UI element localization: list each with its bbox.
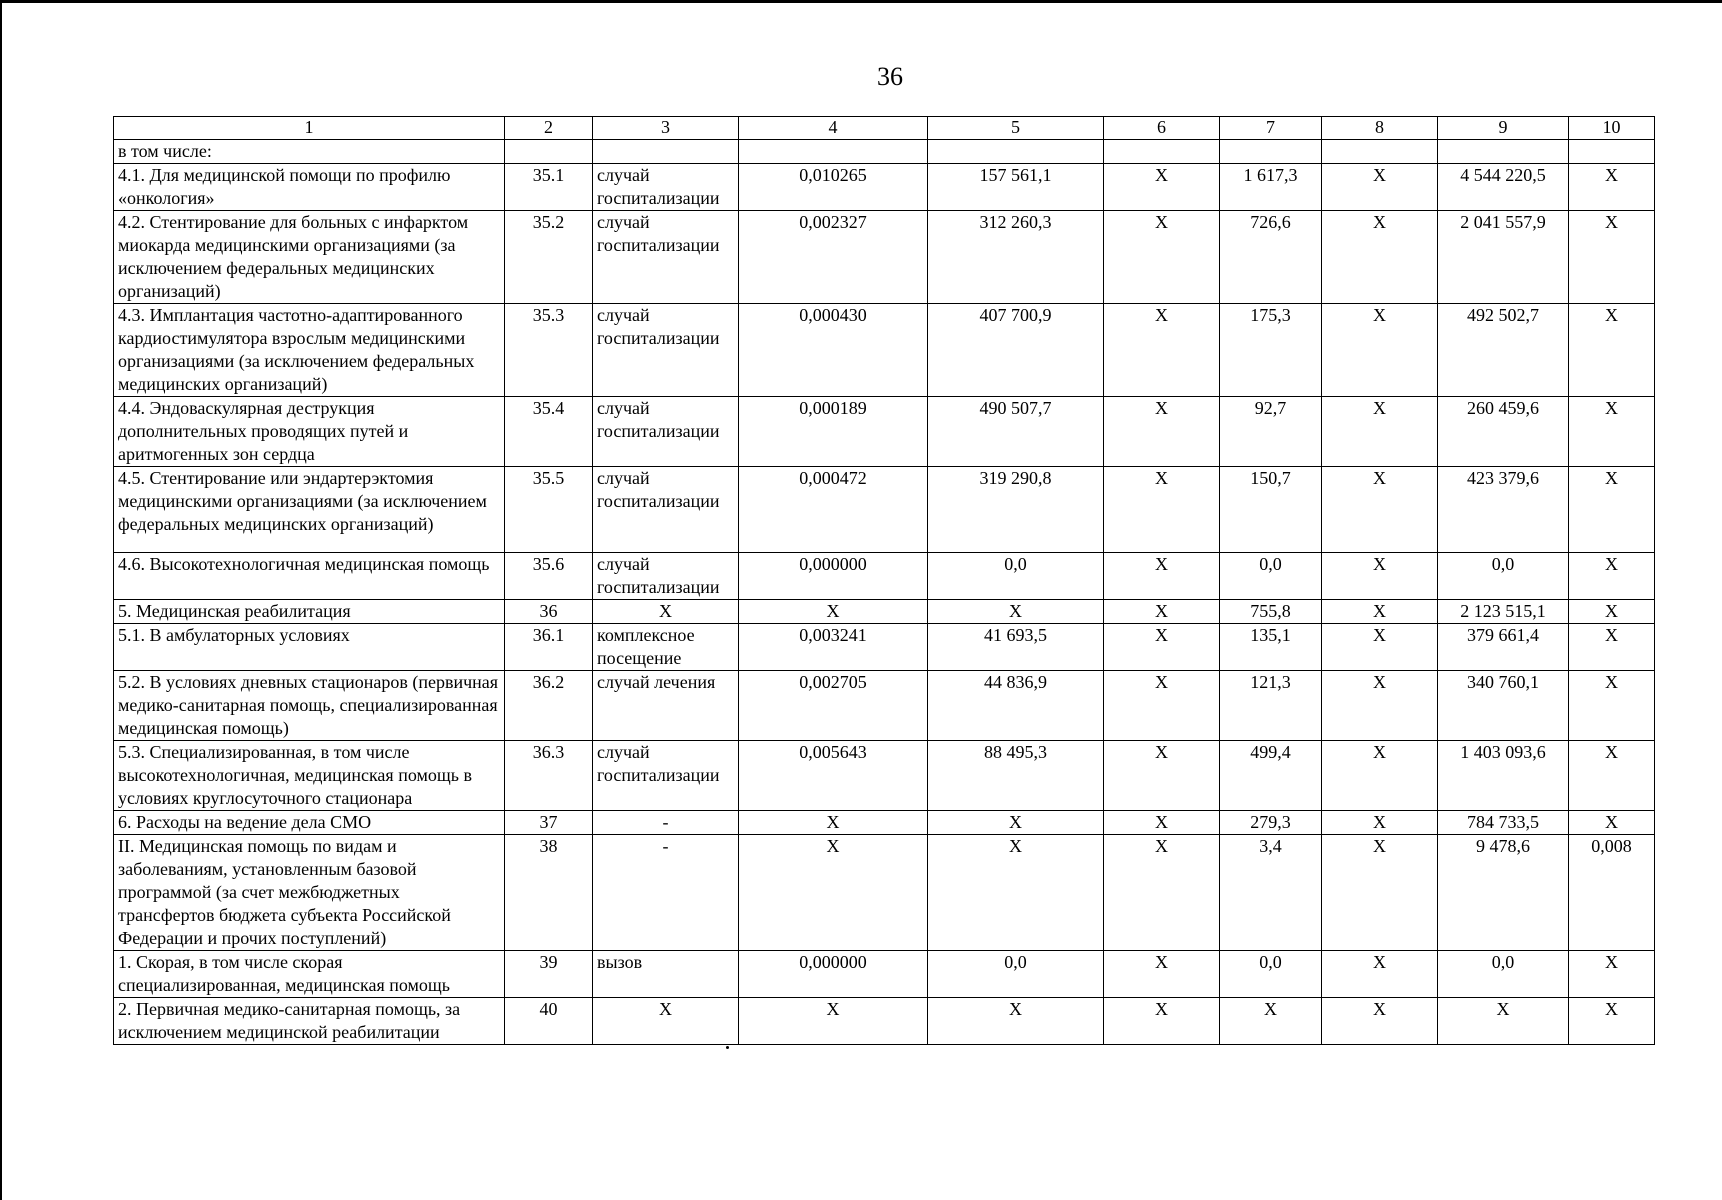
col8-cell: X (1322, 164, 1438, 211)
col6-cell: X (1104, 553, 1220, 600)
col8-cell: X (1322, 467, 1438, 553)
cost-cell: 44 836,9 (928, 671, 1104, 741)
col10-cell: X (1569, 164, 1655, 211)
col8-cell: X (1322, 304, 1438, 397)
col10-cell: X (1569, 397, 1655, 467)
col10-cell: X (1569, 467, 1655, 553)
header-cell: 10 (1569, 117, 1655, 140)
row-label-cell: в том числе: (114, 140, 505, 164)
cost-cell: 490 507,7 (928, 397, 1104, 467)
cost-cell: X (928, 600, 1104, 624)
norm-cell (739, 140, 928, 164)
col6-cell: X (1104, 211, 1220, 304)
header-row (114, 117, 1655, 140)
unit-cell: X (593, 600, 739, 624)
norm-cell: 0,010265 (739, 164, 928, 211)
col6-cell: X (1104, 741, 1220, 811)
col10-cell (1569, 140, 1655, 164)
header-cell: 7 (1220, 117, 1322, 140)
header-cell: 4 (739, 117, 928, 140)
norm-cell: 0,003241 (739, 624, 928, 671)
row-code-cell: 38 (505, 835, 593, 951)
row-code-cell: 37 (505, 811, 593, 835)
table-row (114, 835, 1655, 951)
col8-cell: X (1322, 811, 1438, 835)
col7-cell: 121,3 (1220, 671, 1322, 741)
norm-cell: 0,000430 (739, 304, 928, 397)
col10-cell: X (1569, 211, 1655, 304)
col10-cell: X (1569, 600, 1655, 624)
scan-dot (726, 1046, 729, 1049)
cost-cell: 407 700,9 (928, 304, 1104, 397)
col6-cell: X (1104, 811, 1220, 835)
cost-cell: 157 561,1 (928, 164, 1104, 211)
row-code-cell (505, 140, 593, 164)
col10-cell: X (1569, 304, 1655, 397)
row-label-cell: 5.1. В амбулаторных условиях (114, 624, 505, 671)
unit-cell: случай госпитализации (593, 741, 739, 811)
row-label-cell: 5. Медицинская реабилитация (114, 600, 505, 624)
cost-cell: 319 290,8 (928, 467, 1104, 553)
cost-cell: 0,0 (928, 951, 1104, 998)
header-cell: 8 (1322, 117, 1438, 140)
col8-cell: X (1322, 998, 1438, 1045)
norm-cell: 0,005643 (739, 741, 928, 811)
table-row (114, 164, 1655, 211)
row-label-cell: II. Медицинская помощь по видам и заболеваниям, установленным базовой программой (за счет межбюджетных трансфертов бюджета субъекта Российской Федерации и прочих поступлений) (114, 835, 505, 951)
row-code-cell: 36.1 (505, 624, 593, 671)
cost-cell: 0,0 (928, 553, 1104, 600)
table-row (114, 600, 1655, 624)
col8-cell: X (1322, 600, 1438, 624)
data-table (113, 116, 1655, 1045)
unit-cell (593, 140, 739, 164)
col10-cell: X (1569, 951, 1655, 998)
col9-cell: 379 661,4 (1438, 624, 1569, 671)
col7-cell: 135,1 (1220, 624, 1322, 671)
col8-cell: X (1322, 835, 1438, 951)
header-cell: 6 (1104, 117, 1220, 140)
row-label-cell: 5.2. В условиях дневных стационаров (первичная медико-санитарная помощь, специализированная медицинская помощь) (114, 671, 505, 741)
table-row (114, 998, 1655, 1045)
col6-cell: X (1104, 951, 1220, 998)
header-cell: 5 (928, 117, 1104, 140)
col9-cell: 0,0 (1438, 951, 1569, 998)
col6-cell: X (1104, 998, 1220, 1045)
row-label-cell: 4.3. Имплантация частотно-адаптированного кардиостимулятора взрослым медицинскими организациями (за исключением федеральных медицинских организаций) (114, 304, 505, 397)
col6-cell: X (1104, 164, 1220, 211)
table-row (114, 671, 1655, 741)
table-body (114, 117, 1655, 1045)
cost-cell: X (928, 998, 1104, 1045)
norm-cell: 0,002327 (739, 211, 928, 304)
cost-cell: X (928, 835, 1104, 951)
col10-cell: X (1569, 811, 1655, 835)
col7-cell: X (1220, 998, 1322, 1045)
unit-cell: случай госпитализации (593, 397, 739, 467)
col7-cell: 0,0 (1220, 951, 1322, 998)
col9-cell: 2 123 515,1 (1438, 600, 1569, 624)
col8-cell: X (1322, 741, 1438, 811)
row-label-cell: 4.2. Стентирование для больных с инфарктом миокарда медицинскими организациями (за исключением федеральных медицинских организаций) (114, 211, 505, 304)
col8-cell: X (1322, 951, 1438, 998)
row-label-cell: 6. Расходы на ведение дела СМО (114, 811, 505, 835)
col7-cell: 175,3 (1220, 304, 1322, 397)
row-code-cell: 35.3 (505, 304, 593, 397)
col10-cell: X (1569, 624, 1655, 671)
table-row (114, 624, 1655, 671)
row-code-cell: 35.5 (505, 467, 593, 553)
col7-cell: 726,6 (1220, 211, 1322, 304)
row-label-cell: 4.4. Эндоваскулярная деструкция дополнительных проводящих путей и аритмогенных зон сердца (114, 397, 505, 467)
row-code-cell: 40 (505, 998, 593, 1045)
col7-cell (1220, 140, 1322, 164)
unit-cell: - (593, 811, 739, 835)
col6-cell: X (1104, 835, 1220, 951)
table-row (114, 467, 1655, 553)
col6-cell: X (1104, 467, 1220, 553)
cost-cell: 88 495,3 (928, 741, 1104, 811)
row-code-cell: 36.2 (505, 671, 593, 741)
col8-cell: X (1322, 553, 1438, 600)
col7-cell: 279,3 (1220, 811, 1322, 835)
col7-cell: 499,4 (1220, 741, 1322, 811)
scan-edge-top (0, 0, 1722, 3)
cost-cell: X (928, 811, 1104, 835)
col6-cell: X (1104, 671, 1220, 741)
col9-cell: 9 478,6 (1438, 835, 1569, 951)
col9-cell: 260 459,6 (1438, 397, 1569, 467)
col7-cell: 1 617,3 (1220, 164, 1322, 211)
col9-cell: X (1438, 998, 1569, 1045)
norm-cell: 0,000000 (739, 553, 928, 600)
unit-cell: случай госпитализации (593, 553, 739, 600)
unit-cell: X (593, 998, 739, 1045)
header-cell: 1 (114, 117, 505, 140)
page-number: 36 (877, 62, 903, 91)
norm-cell: 0,000000 (739, 951, 928, 998)
cost-cell: 41 693,5 (928, 624, 1104, 671)
row-label-cell: 4.1. Для медицинской помощи по профилю «онкология» (114, 164, 505, 211)
table-row (114, 811, 1655, 835)
header-cell: 9 (1438, 117, 1569, 140)
row-label-cell: 4.5. Стентирование или эндартерэктомия медицинскими организациями (за исключением федеральных медицинских организаций) (114, 467, 505, 553)
norm-cell: 0,000472 (739, 467, 928, 553)
col9-cell: 1 403 093,6 (1438, 741, 1569, 811)
row-code-cell: 35.2 (505, 211, 593, 304)
row-label-cell: 1. Скорая, в том числе скорая специализированная, медицинская помощь (114, 951, 505, 998)
col10-cell: 0,008 (1569, 835, 1655, 951)
table-row (114, 304, 1655, 397)
table-row (114, 211, 1655, 304)
row-code-cell: 35.1 (505, 164, 593, 211)
col7-cell: 755,8 (1220, 600, 1322, 624)
unit-cell: случай госпитализации (593, 304, 739, 397)
row-code-cell: 36 (505, 600, 593, 624)
col7-cell: 150,7 (1220, 467, 1322, 553)
table-row (114, 951, 1655, 998)
norm-cell: X (739, 835, 928, 951)
col6-cell: X (1104, 397, 1220, 467)
scan-edge-left (0, 0, 2, 1200)
cost-cell (928, 140, 1104, 164)
row-code-cell: 39 (505, 951, 593, 998)
col9-cell: 4 544 220,5 (1438, 164, 1569, 211)
col8-cell: X (1322, 624, 1438, 671)
unit-cell: вызов (593, 951, 739, 998)
col9-cell (1438, 140, 1569, 164)
row-code-cell: 36.3 (505, 741, 593, 811)
col8-cell (1322, 140, 1438, 164)
row-code-cell: 35.4 (505, 397, 593, 467)
row-label-cell: 5.3. Специализированная, в том числе высокотехнологичная, медицинская помощь в условиях круглосуточного стационара (114, 741, 505, 811)
unit-cell: случай госпитализации (593, 467, 739, 553)
norm-cell: X (739, 811, 928, 835)
unit-cell: случай госпитализации (593, 211, 739, 304)
col6-cell: X (1104, 304, 1220, 397)
table-row (114, 140, 1655, 164)
unit-cell: случай лечения (593, 671, 739, 741)
col8-cell: X (1322, 671, 1438, 741)
col9-cell: 2 041 557,9 (1438, 211, 1569, 304)
unit-cell: - (593, 835, 739, 951)
norm-cell: 0,002705 (739, 671, 928, 741)
col8-cell: X (1322, 397, 1438, 467)
col9-cell: 492 502,7 (1438, 304, 1569, 397)
col9-cell: 423 379,6 (1438, 467, 1569, 553)
col7-cell: 3,4 (1220, 835, 1322, 951)
col9-cell: 340 760,1 (1438, 671, 1569, 741)
table-row (114, 397, 1655, 467)
col8-cell: X (1322, 211, 1438, 304)
header-cell: 2 (505, 117, 593, 140)
col9-cell: 784 733,5 (1438, 811, 1569, 835)
cost-cell: 312 260,3 (928, 211, 1104, 304)
table-row (114, 553, 1655, 600)
header-cell: 3 (593, 117, 739, 140)
col6-cell: X (1104, 600, 1220, 624)
row-label-cell: 2. Первичная медико-санитарная помощь, за исключением медицинской реабилитации (114, 998, 505, 1045)
row-code-cell: 35.6 (505, 553, 593, 600)
col9-cell: 0,0 (1438, 553, 1569, 600)
norm-cell: 0,000189 (739, 397, 928, 467)
col10-cell: X (1569, 671, 1655, 741)
col10-cell: X (1569, 998, 1655, 1045)
unit-cell: случай госпитализации (593, 164, 739, 211)
norm-cell: X (739, 600, 928, 624)
norm-cell: X (739, 998, 928, 1045)
col7-cell: 92,7 (1220, 397, 1322, 467)
row-label-cell: 4.6. Высокотехнологичная медицинская помощь (114, 553, 505, 600)
col6-cell (1104, 140, 1220, 164)
col10-cell: X (1569, 741, 1655, 811)
col10-cell: X (1569, 553, 1655, 600)
table-row (114, 741, 1655, 811)
col7-cell: 0,0 (1220, 553, 1322, 600)
unit-cell: комплексное посещение (593, 624, 739, 671)
col6-cell: X (1104, 624, 1220, 671)
